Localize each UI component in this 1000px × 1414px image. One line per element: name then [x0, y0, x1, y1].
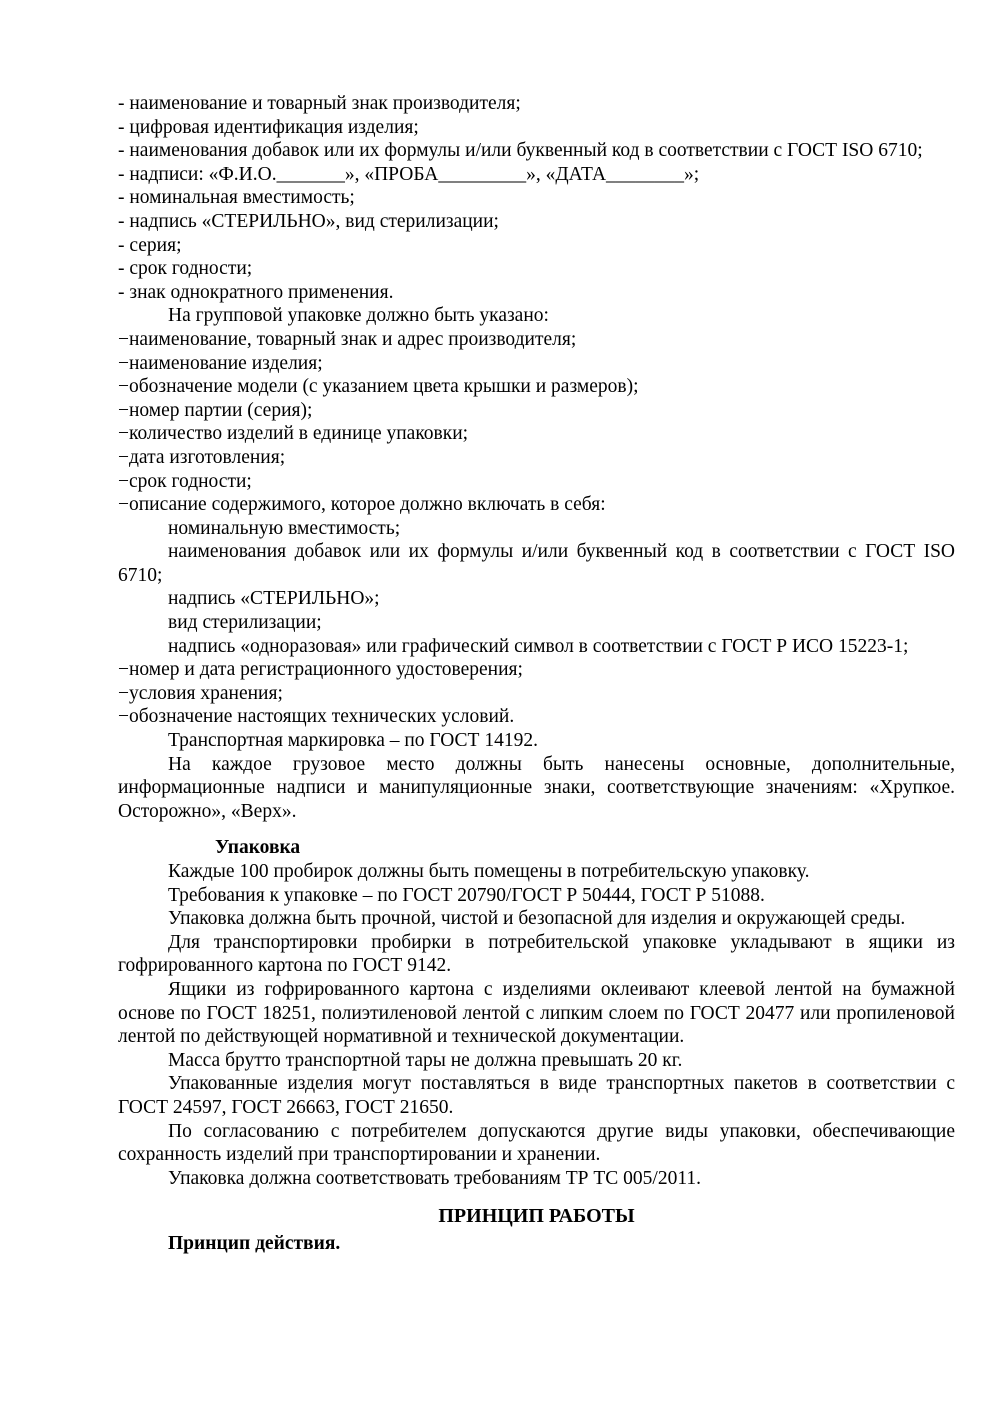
- list-item: −обозначение настоящих технических условий.: [118, 706, 515, 728]
- list-item: - знак однократного применения.: [118, 281, 394, 303]
- list-item: −описание содержимого, которое должно включать в себя:: [118, 494, 606, 516]
- paragraph: На каждое грузовое место должны быть нанесены основные, дополнительные, информационные надписи и манипуляционные знаки, соответствующие значениям: «Хрупкое. Осторожно», «Верх».: [118, 753, 955, 822]
- list-item: −дата изготовления;: [118, 446, 286, 468]
- list-item: - наименования добавок или их формулы и/или буквенный код в соответствии с ГОСТ ISO 6710;: [118, 140, 923, 162]
- paragraph: Требования к упаковке – по ГОСТ 20790/ГОСТ Р 50444, ГОСТ Р 51088.: [168, 884, 765, 906]
- list-item: - номинальная вместимость;: [118, 187, 355, 209]
- paragraph: Упаковка должна соответствовать требованиям ТР ТС 005/2011.: [168, 1167, 701, 1189]
- list-item: - наименование и товарный знак производителя;: [118, 93, 521, 114]
- list-item: −наименование, товарный знак и адрес производителя;: [118, 328, 577, 350]
- paragraph: Упакованные изделия могут поставляться в виде транспортных пакетов в соответствии с ГОСТ 24597, ГОСТ 26663, ГОСТ 21650.: [118, 1073, 955, 1118]
- list-item: −условия хранения;: [118, 682, 283, 704]
- paragraph: На групповой упаковке должно быть указано:: [168, 305, 549, 327]
- list-item: - серия;: [118, 234, 182, 256]
- paragraph: номинальную вместимость;: [168, 517, 401, 539]
- paragraph: По согласованию с потребителем допускаются другие виды упаковки, обеспечивающие сохранность изделий при транспортировании и хранении.: [118, 1120, 955, 1166]
- list-item: −номер партии (серия);: [118, 399, 313, 421]
- paragraph: Каждые 100 пробирок должны быть помещены в потребительскую упаковку.: [168, 861, 810, 882]
- list-item: −номер и дата регистрационного удостоверения;: [118, 659, 523, 681]
- list-item: −обозначение модели (с указанием цвета крышки и размеров);: [118, 376, 639, 398]
- paragraph: Ящики из гофрированного картона с изделиями оклеивают клеевой лентой на бумажной основе по ГОСТ 18251, полиэтиленовой лентой с липким слоем по ГОСТ 20477 или пропиленовой лентой по действующей нормативной и технической документации.: [118, 978, 955, 1048]
- document-body: [118, 92, 955, 1256]
- section-heading-principle: ПРИНЦИП РАБОТЫ: [438, 1205, 635, 1228]
- paragraph: надпись «одноразовая» или графический символ в соответствии с ГОСТ Р ИСО 15223-1;: [168, 635, 909, 657]
- paragraph: Упаковка должна быть прочной, чистой и безопасной для изделия и окружающей среды.: [168, 908, 906, 930]
- paragraph: надпись «СТЕРИЛЬНО»;: [168, 588, 380, 610]
- paragraph: Масса брутто транспортной тары не должна превышать 20 кг.: [168, 1049, 683, 1071]
- paragraph: наименования добавок или их формулы и/или буквенный код в соответствии с ГОСТ ISO 6710;: [118, 541, 955, 586]
- list-item: - надпись «СТЕРИЛЬНО», вид стерилизации;: [118, 210, 499, 232]
- section-heading-packaging: Упаковка: [215, 837, 301, 859]
- list-item: - срок годности;: [118, 258, 253, 280]
- subsection-heading-principle-of-action: Принцип действия.: [168, 1232, 341, 1254]
- list-item: - цифровая идентификация изделия;: [118, 116, 419, 138]
- list-item: −наименование изделия;: [118, 352, 323, 374]
- paragraph: Для транспортировки пробирки в потребительской упаковке укладывают в ящики из гофрированного картона по ГОСТ 9142.: [118, 931, 955, 977]
- list-item: −количество изделий в единице упаковки;: [118, 423, 469, 445]
- paragraph: вид стерилизации;: [168, 612, 322, 634]
- list-item: - надписи: «Ф.И.О._______», «ПРОБА_________», «ДАТА________»;: [118, 163, 700, 185]
- paragraph: Транспортная маркировка – по ГОСТ 14192.: [168, 730, 538, 752]
- list-item: −срок годности;: [118, 470, 252, 492]
